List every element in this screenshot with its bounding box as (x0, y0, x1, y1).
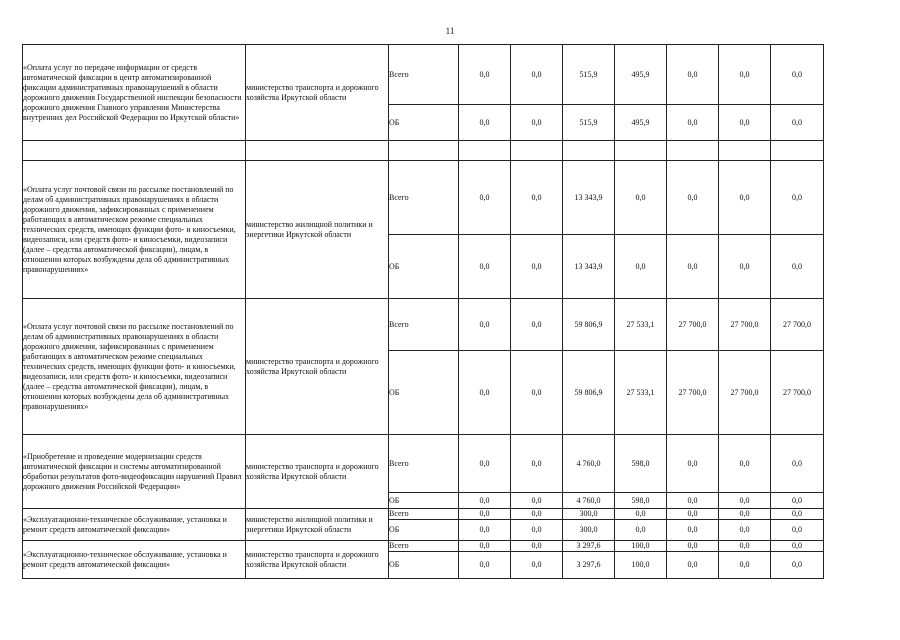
amount-cell (667, 351, 719, 435)
amount-cell (667, 493, 719, 509)
amount-value: 0,0 (479, 525, 490, 534)
amount-cell (563, 105, 615, 141)
amount-cell (615, 520, 667, 541)
amount-value: 300,0 (579, 509, 598, 518)
amount-value: 515,9 (579, 117, 598, 127)
amount-value: 4 760,0 (576, 458, 601, 468)
amount-value: 598,0 (631, 458, 650, 468)
amount-value: 0,0 (479, 387, 490, 397)
funding-source-cell: ОБ (389, 105, 459, 141)
amount-cell (771, 552, 824, 579)
amount-value: 100,0 (631, 541, 650, 550)
funding-source-cell: ОБ (389, 552, 459, 579)
event-cell: «Эксплуатационно-техническое обслуживание, установка и ремонт средств автоматической фиксации» (23, 509, 246, 541)
amount-cell (459, 105, 511, 141)
amount-cell (667, 105, 719, 141)
amount-value: 27 700,0 (678, 319, 707, 329)
table-row-total (23, 541, 824, 552)
amount-cell (771, 161, 824, 235)
amount-cell (771, 520, 824, 541)
amount-cell (615, 161, 667, 235)
amount-cell (771, 105, 824, 141)
amount-value: 0,0 (687, 261, 698, 271)
amount-value: 4 760,0 (576, 495, 601, 505)
amount-value: 0,0 (531, 387, 542, 397)
amount-value: 0,0 (792, 495, 802, 505)
amount-cell (719, 541, 771, 552)
amount-value: 27 700,0 (678, 387, 707, 397)
amount-value: 0,0 (687, 192, 698, 202)
amount-cell (459, 351, 511, 435)
amount-value: 0,0 (479, 560, 490, 569)
amount-cell (563, 541, 615, 552)
executor-cell: министерство транспорта и дорожного хозяйства Иркутской области (246, 541, 389, 579)
amount-value: 0,0 (531, 495, 542, 505)
budget-table (22, 44, 824, 579)
amount-value: 27 700,0 (783, 319, 811, 329)
amount-cell (459, 161, 511, 235)
amount-cell (511, 45, 563, 105)
amount-cell (511, 351, 563, 435)
amount-cell (563, 509, 615, 520)
amount-value: 13 343,9 (574, 261, 603, 271)
amount-cell (667, 235, 719, 299)
amount-value: 0,0 (687, 458, 698, 468)
amount-value: 0,0 (479, 541, 490, 550)
amount-cell (563, 520, 615, 541)
funding-source-cell: ОБ (389, 235, 459, 299)
amount-value: 27 700,0 (730, 387, 759, 397)
amount-value: 0,0 (739, 261, 750, 271)
amount-value: 495,9 (631, 117, 650, 127)
amount-value: 0,0 (739, 458, 750, 468)
amount-cell (511, 235, 563, 299)
amount-value: 515,9 (579, 69, 598, 79)
amount-value: 0,0 (792, 192, 802, 202)
table-row-total (23, 299, 824, 351)
amount-cell (615, 299, 667, 351)
funding-source-cell: ОБ (389, 520, 459, 541)
amount-cell (719, 161, 771, 235)
amount-cell (771, 45, 824, 105)
amount-value: 0,0 (479, 261, 490, 271)
amount-value: 300,0 (579, 525, 598, 534)
amount-value: 0,0 (635, 509, 646, 518)
amount-cell (459, 520, 511, 541)
amount-cell (459, 509, 511, 520)
amount-value: 0,0 (479, 509, 490, 518)
amount-cell (563, 552, 615, 579)
amount-cell (667, 161, 719, 235)
amount-value: 0,0 (479, 192, 490, 202)
amount-value: 0,0 (531, 541, 542, 550)
table-row-total (23, 161, 824, 235)
funding-source-cell: Всего (389, 541, 459, 552)
amount-value: 59 806,9 (574, 387, 603, 397)
amount-cell (563, 45, 615, 105)
spacer-row (23, 141, 824, 161)
amount-value: 0,0 (687, 509, 698, 518)
amount-cell (771, 541, 824, 552)
funding-source-cell: Всего (389, 299, 459, 351)
amount-cell (459, 235, 511, 299)
amount-value: 0,0 (739, 495, 750, 505)
amount-cell (615, 435, 667, 493)
amount-cell (719, 235, 771, 299)
funding-source-cell: Всего (389, 435, 459, 493)
amount-cell (771, 351, 824, 435)
amount-cell (667, 45, 719, 105)
amount-value: 0,0 (479, 117, 490, 127)
amount-value: 0,0 (687, 560, 698, 569)
amount-cell (719, 105, 771, 141)
amount-value: 0,0 (479, 458, 490, 468)
amount-cell (511, 493, 563, 509)
amount-cell (667, 520, 719, 541)
amount-cell (511, 161, 563, 235)
amount-value: 0,0 (739, 192, 750, 202)
amount-cell (719, 552, 771, 579)
amount-cell (667, 541, 719, 552)
amount-cell (771, 509, 824, 520)
amount-value: 0,0 (479, 495, 490, 505)
amount-value: 0,0 (792, 117, 802, 127)
amount-cell (615, 541, 667, 552)
funding-source-cell: ОБ (389, 351, 459, 435)
event-cell: «Оплата услуг по передаче информации от средств автоматической фиксации в центр автоматизированной фиксации административных правонарушений в области дорожного движения Государственной инспекции безопасности дорожного движения Главного управления Министерства внутренних дел Российской Федерации по Иркутской области» (23, 45, 246, 141)
amount-cell (615, 509, 667, 520)
amount-value: 0,0 (792, 560, 802, 569)
amount-cell (459, 45, 511, 105)
amount-value: 0,0 (687, 525, 698, 534)
executor-cell: министерство жилищной политики и энергетики Иркутской области (246, 509, 389, 541)
amount-value: 0,0 (792, 541, 802, 550)
amount-value: 27 533,1 (626, 319, 655, 329)
amount-value: 3 297,6 (576, 560, 601, 569)
amount-value: 13 343,9 (574, 192, 603, 202)
amount-value: 495,9 (631, 69, 650, 79)
amount-value: 27 700,0 (783, 387, 811, 397)
amount-cell (771, 493, 824, 509)
amount-value: 27 700,0 (730, 319, 759, 329)
amount-cell (771, 299, 824, 351)
amount-cell (511, 299, 563, 351)
amount-cell (667, 509, 719, 520)
amount-cell (563, 299, 615, 351)
amount-cell (563, 435, 615, 493)
amount-cell (719, 435, 771, 493)
executor-cell: министерство транспорта и дорожного хозяйства Иркутской области (246, 299, 389, 435)
funding-source-cell: Всего (389, 509, 459, 520)
amount-value: 0,0 (739, 117, 750, 127)
amount-value: 0,0 (687, 69, 698, 79)
amount-cell (511, 105, 563, 141)
amount-cell (459, 493, 511, 509)
amount-cell (615, 235, 667, 299)
amount-value: 0,0 (739, 541, 750, 550)
amount-value: 0,0 (531, 192, 542, 202)
amount-value: 0,0 (635, 192, 646, 202)
amount-value: 0,0 (531, 69, 542, 79)
amount-value: 59 806,9 (574, 319, 603, 329)
amount-value: 0,0 (531, 509, 542, 518)
table-row-total (23, 45, 824, 105)
amount-value: 27 533,1 (626, 387, 655, 397)
amount-cell (615, 493, 667, 509)
amount-cell (615, 351, 667, 435)
table-row-total (23, 509, 824, 520)
amount-cell (563, 161, 615, 235)
amount-cell (511, 435, 563, 493)
amount-value: 0,0 (635, 261, 646, 271)
amount-cell (771, 435, 824, 493)
amount-value: 3 297,6 (576, 541, 601, 550)
amount-cell (459, 435, 511, 493)
amount-cell (511, 520, 563, 541)
amount-value: 0,0 (739, 69, 750, 79)
amount-cell (719, 299, 771, 351)
amount-value: 598,0 (631, 495, 650, 505)
amount-cell (719, 351, 771, 435)
funding-source-cell: ОБ (389, 493, 459, 509)
amount-cell (615, 105, 667, 141)
amount-cell (459, 552, 511, 579)
event-cell: «Оплата услуг почтовой связи по рассылке постановлений по делам об административных правонарушениях в области дорожного движения, зафиксированных с применением работающих в автоматическом режиме специальных технических средств, имеющих функции фото- и киносъемки, видеозаписи, или средств фото- и киносъемки, видеозаписи (далее – средства автоматической фиксации), лицам, в отношении которых возбуждены дела об административных правонарушениях» (23, 299, 246, 435)
amount-cell (459, 299, 511, 351)
amount-value: 0,0 (792, 525, 802, 534)
amount-value: 0,0 (479, 319, 490, 329)
amount-cell (563, 351, 615, 435)
table-row-total (23, 435, 824, 493)
amount-value: 0,0 (792, 261, 802, 271)
amount-value: 0,0 (635, 525, 646, 534)
amount-value: 0,0 (531, 458, 542, 468)
amount-cell (667, 552, 719, 579)
amount-value: 0,0 (531, 560, 542, 569)
funding-source-cell: Всего (389, 45, 459, 105)
amount-value: 0,0 (687, 541, 698, 550)
amount-value: 0,0 (531, 261, 542, 271)
executor-cell: министерство жилищной политики и энергетики Иркутской области (246, 161, 389, 299)
event-cell: «Приобретение и проведение модернизации средств автоматической фиксации и системы автоматизированной обработки результатов фото-видеофиксации нарушений Правил дорожного движения Российской Федерации» (23, 435, 246, 509)
amount-value: 0,0 (792, 509, 802, 518)
amount-cell (667, 435, 719, 493)
amount-cell (719, 520, 771, 541)
amount-cell (719, 45, 771, 105)
amount-value: 0,0 (531, 525, 542, 534)
amount-value: 100,0 (631, 560, 650, 569)
executor-cell: министерство транспорта и дорожного хозяйства Иркутской области (246, 435, 389, 509)
amount-value: 0,0 (687, 495, 698, 505)
amount-value: 0,0 (531, 117, 542, 127)
amount-cell (511, 509, 563, 520)
amount-cell (615, 45, 667, 105)
funding-source-cell: Всего (389, 161, 459, 235)
event-cell: «Эксплуатационно-техническое обслуживание, установка и ремонт средств автоматической фиксации» (23, 541, 246, 579)
amount-cell (719, 509, 771, 520)
event-cell: «Оплата услуг почтовой связи по рассылке постановлений по делам об административных правонарушениях в области дорожного движения, зафиксированных с применением работающих в автоматическом режиме специальных технических средств, имеющих функции фото- и киносъемки, видеозаписи, или средств фото- и киносъемки, видеозаписи (далее – средства автоматической фиксации), лицам, в отношении которых возбуждены дела об административных правонарушениях» (23, 161, 246, 299)
amount-cell (771, 235, 824, 299)
amount-cell (615, 552, 667, 579)
amount-cell (511, 552, 563, 579)
amount-cell (563, 493, 615, 509)
page-number: 11 (445, 26, 455, 36)
amount-value: 0,0 (739, 509, 750, 518)
amount-cell (511, 541, 563, 552)
amount-value: 0,0 (479, 69, 490, 79)
amount-cell (719, 493, 771, 509)
amount-value: 0,0 (739, 525, 750, 534)
amount-value: 0,0 (739, 560, 750, 569)
amount-cell (459, 541, 511, 552)
amount-value: 0,0 (792, 458, 802, 468)
amount-cell (563, 235, 615, 299)
amount-value: 0,0 (792, 69, 802, 79)
executor-cell: министерство транспорта и дорожного хозяйства Иркутской области (246, 45, 389, 141)
amount-value: 0,0 (531, 319, 542, 329)
amount-cell (667, 299, 719, 351)
amount-value: 0,0 (687, 117, 698, 127)
